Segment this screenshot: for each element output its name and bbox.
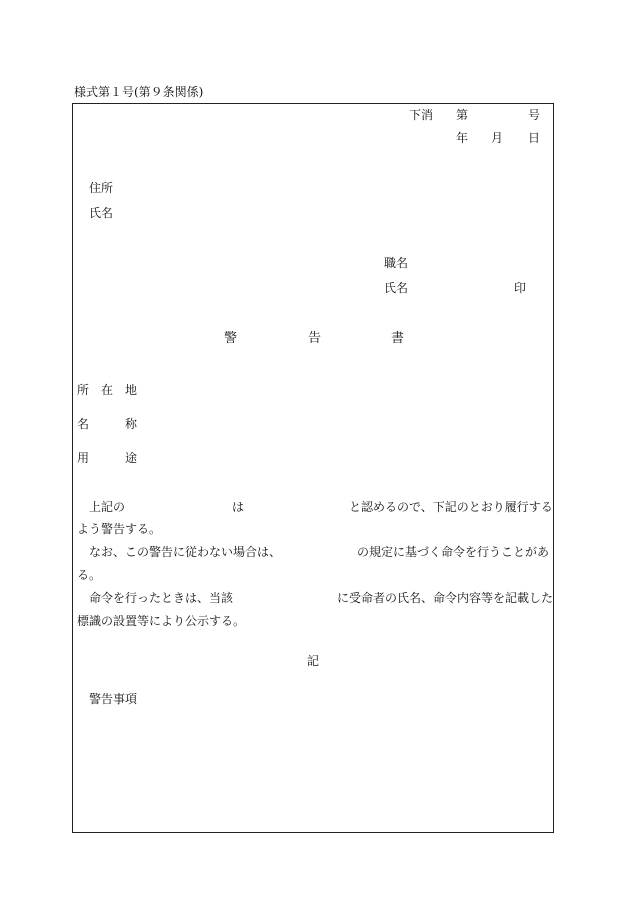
name-label-char-1: 名 xyxy=(77,417,90,431)
date-month-label: 月 xyxy=(491,131,504,145)
use-label-char-1: 用 xyxy=(77,451,90,465)
body-p1-part-d: よう警告する。 xyxy=(77,522,162,536)
document-number-dai: 第 xyxy=(456,108,469,122)
location-label-char-1: 所 xyxy=(77,383,90,397)
body-p2-part-a: なお、この警告に従わない場合は、 xyxy=(89,545,282,559)
date-year-label: 年 xyxy=(456,131,469,145)
title-char-2: 告 xyxy=(308,331,322,346)
body-p2-part-c: る。 xyxy=(77,568,102,582)
ki-heading: 記 xyxy=(307,654,320,668)
body-p3-part-a: 命令を行ったときは、当該 xyxy=(89,591,234,605)
location-label-char-3: 地 xyxy=(125,383,138,397)
name-label-char-2: 称 xyxy=(125,417,138,431)
body-p1-part-b: は xyxy=(232,500,245,514)
warning-items-label: 警告事項 xyxy=(89,692,138,706)
issuer-label: 下消 xyxy=(409,108,434,122)
seal-label: 印 xyxy=(514,281,527,295)
body-p3-part-b: に受命者の氏名、命令内容等を記載した xyxy=(337,591,554,605)
body-p3-part-c: 標識の設置等により公示する。 xyxy=(77,614,246,628)
title-char-3: 書 xyxy=(391,331,405,346)
body-p1-part-c: と認めるので、下記のとおり履行する xyxy=(349,500,553,514)
form-number-label: 様式第１号(第９条関係) xyxy=(74,85,204,99)
sender-title-label: 職名 xyxy=(384,256,409,270)
document-number-go: 号 xyxy=(528,108,541,122)
sender-name-label: 氏名 xyxy=(384,281,409,295)
body-p2-part-b: の規定に基づく命令を行うことがあ xyxy=(357,545,550,559)
location-label-char-2: 在 xyxy=(101,383,114,397)
date-day-label: 日 xyxy=(528,131,541,145)
body-p1-part-a: 上記の xyxy=(89,500,126,514)
recipient-name-label: 氏名 xyxy=(89,206,114,220)
warning-form-frame xyxy=(72,103,554,833)
title-char-1: 警 xyxy=(224,331,238,346)
use-label-char-2: 途 xyxy=(125,451,138,465)
recipient-address-label: 住所 xyxy=(89,181,114,195)
